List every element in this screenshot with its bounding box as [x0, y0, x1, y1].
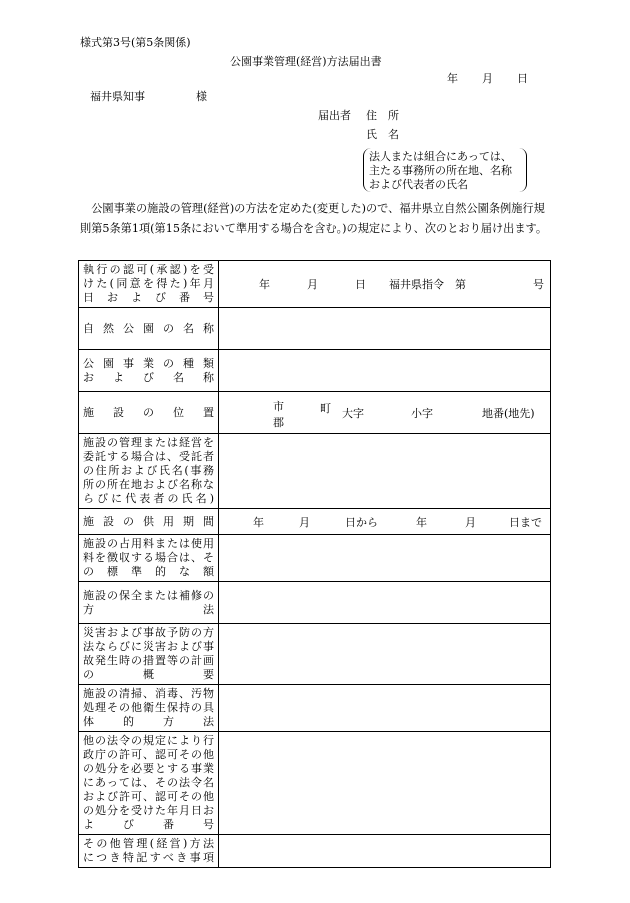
table-row-fees	[79, 535, 551, 582]
label-line: 公園事業の種類	[83, 356, 214, 370]
form-number: 様式第3号(第5条関係)	[80, 36, 191, 49]
table-row-business-type	[79, 350, 551, 392]
label-line: 施設の供用期間	[83, 514, 214, 528]
label-line: 処理その他衛生保持の具	[83, 701, 214, 714]
label-line: 料を徴収する場合は、そ	[83, 551, 214, 564]
label-line: 施設の保全または補修の	[83, 588, 214, 602]
period-end-month-label: 月	[465, 515, 476, 529]
maintenance-field[interactable]	[219, 582, 551, 624]
label-line: 施設の占用料または使用	[83, 537, 214, 550]
label-line: 施設の清掃、消毒、汚物	[83, 687, 214, 700]
date-day-label: 日	[517, 72, 528, 85]
business-type-field[interactable]	[219, 350, 551, 392]
consignee-field[interactable]	[219, 434, 551, 509]
location-label	[79, 392, 219, 434]
label-line: 所の所在地および名称な	[83, 478, 214, 491]
business-type-label	[79, 350, 219, 392]
label-line: 体 的 方 法	[83, 715, 214, 728]
maintenance-label	[79, 582, 219, 624]
table-row-maintenance	[79, 582, 551, 624]
corporate-note	[369, 150, 512, 192]
address-label: 住 所	[366, 109, 399, 122]
other-laws-field[interactable]	[219, 732, 551, 835]
permit-number-suffix: 号	[533, 278, 544, 291]
table-row-permit	[79, 261, 551, 308]
label-line: 委託する場合は、受託者	[83, 450, 214, 463]
permit-label	[79, 261, 219, 308]
label-line: の住所および氏名(事務	[83, 464, 214, 477]
table-row-other-laws	[79, 732, 551, 835]
permit-day-label: 日	[355, 278, 366, 291]
label-line: につき特記すべき事項	[83, 851, 214, 864]
sanitation-field[interactable]	[219, 685, 551, 732]
period-start-year-label: 年	[253, 515, 264, 529]
label-line: 方 法	[83, 602, 214, 616]
label-line: けた(同意を得た)年月	[83, 277, 214, 290]
label-line: 政庁の許可、認可その他	[83, 748, 214, 761]
table-row-special-notes	[79, 835, 551, 868]
label-line: 施設の管理または経営を	[83, 436, 214, 449]
service-period-label	[79, 509, 219, 535]
label-line: および許可、認可その他	[83, 790, 214, 803]
consignee-label	[79, 434, 219, 509]
location-koaza-label: 小字	[411, 406, 433, 420]
label-line: の 概 要	[83, 668, 214, 681]
label-line: 他の法令の規定により行	[83, 734, 214, 747]
honorific: 様	[196, 90, 207, 103]
other-laws-label	[79, 732, 219, 835]
permit-month-label: 月	[307, 278, 318, 291]
notifier-label: 届出者	[318, 109, 351, 122]
date-month-label: 月	[482, 72, 493, 85]
label-line: の処分を必要とする事業	[83, 762, 214, 775]
table-row-park-name	[79, 308, 551, 350]
park-name-field[interactable]	[219, 308, 551, 350]
label-line: 災害および事故予防の方	[83, 626, 214, 639]
special-notes-field[interactable]	[219, 835, 551, 868]
label-line: 法ならびに災害および事	[83, 640, 214, 653]
location-town-label: 町	[320, 402, 331, 415]
permit-value-field[interactable]	[219, 261, 551, 308]
location-field[interactable]	[219, 392, 551, 434]
sanitation-label	[79, 685, 219, 732]
label-line: 自然公園の名称	[83, 321, 214, 335]
service-period-field[interactable]	[219, 509, 551, 535]
location-city-label: 市	[273, 400, 284, 413]
label-line: 執行の認可(承認)を受	[83, 263, 214, 276]
addressee: 福井県知事	[90, 90, 145, 103]
label-line: 故発生時の措置等の計画	[83, 654, 214, 667]
table-row-sanitation	[79, 685, 551, 732]
period-until-label: 日まで	[509, 515, 542, 529]
disaster-label	[79, 624, 219, 685]
location-county-label: 郡	[273, 416, 284, 429]
period-end-year-label: 年	[416, 515, 427, 529]
park-name-label	[79, 308, 219, 350]
label-line: らびに代表者の氏名)	[83, 492, 214, 505]
location-lot-label: 地番(地先)	[482, 406, 535, 420]
label-line: 日 お よ び 番 号	[83, 291, 214, 304]
fees-field[interactable]	[219, 535, 551, 582]
table-row-disaster	[79, 624, 551, 685]
table-row-consignee	[79, 434, 551, 509]
notification-form-table	[78, 260, 551, 868]
corporate-note-line: 主たる事務所の所在地、名称	[369, 164, 512, 177]
period-start-month-label: 月	[299, 515, 310, 529]
permit-year-label: 年	[259, 278, 270, 291]
period-from-label: 日から	[345, 515, 378, 529]
corporate-note-line: 法人または組合にあっては、	[369, 150, 512, 163]
label-line: にあっては、その法令名	[83, 776, 214, 789]
body-text: 公園事業の施設の管理(経営)の方法を定めた(変更した)ので、福井県立自然公園条例施行規則第5条第1項(第15条において準用する場合を含む。)の規定により、次のとおり届け出ます。	[80, 202, 548, 235]
document-title: 公園事業管理(経営)方法届出書	[230, 55, 382, 68]
label-line: の 標 準 的 な 額	[83, 565, 214, 578]
name-label: 氏 名	[366, 128, 399, 141]
label-line: の処分を受けた年月日お	[83, 804, 214, 817]
table-row-location	[79, 392, 551, 434]
corporate-note-line: および代表者の氏名	[369, 178, 468, 191]
fees-label	[79, 535, 219, 582]
label-line: および名称	[83, 370, 214, 384]
label-line: よ び 番 号	[83, 818, 214, 831]
disaster-field[interactable]	[219, 624, 551, 685]
label-line: その他管理(経営)方法	[83, 837, 214, 850]
permit-designation-label: 福井県指令 第	[389, 278, 466, 291]
date-year-label: 年	[447, 72, 458, 85]
location-oaza-label: 大字	[342, 406, 364, 420]
body-paragraph	[80, 199, 550, 239]
special-notes-label	[79, 835, 219, 868]
table-row-service-period	[79, 509, 551, 535]
label-line: 施設の位置	[83, 405, 214, 419]
